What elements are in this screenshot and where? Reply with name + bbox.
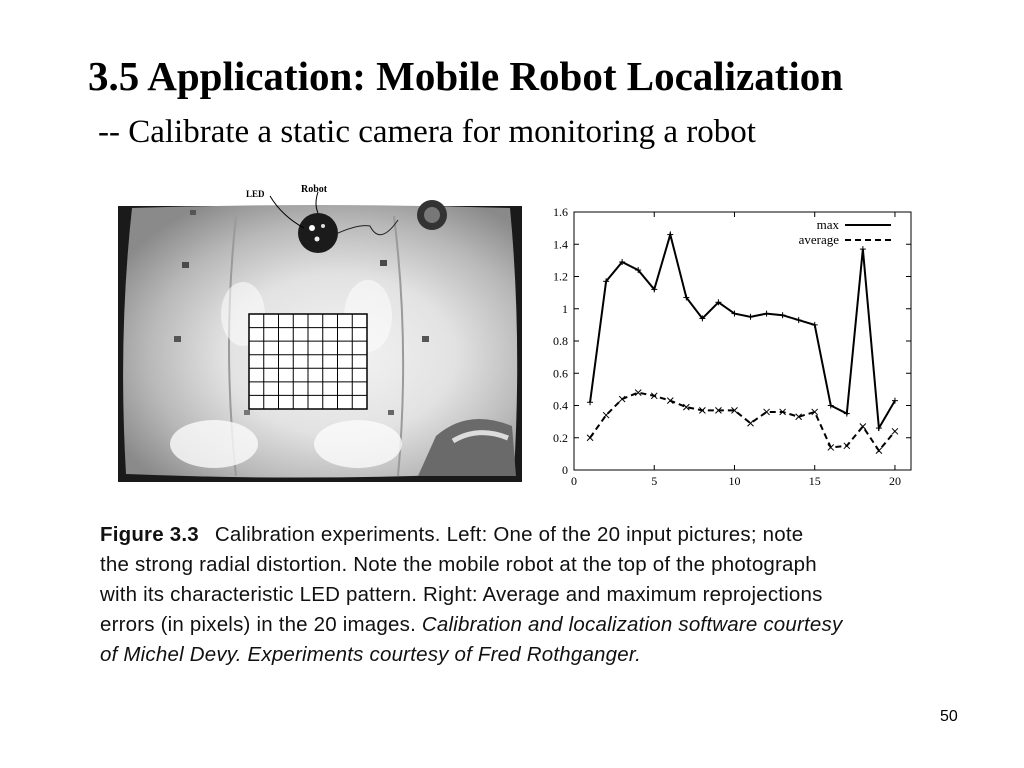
caption-line-2: the strong radial distortion. Note the mobile robot at the top of the photograph bbox=[100, 553, 817, 576]
figure-label: Figure 3.3 bbox=[100, 523, 199, 546]
data-point-average bbox=[748, 420, 754, 426]
data-point-average bbox=[844, 443, 850, 449]
data-point-average bbox=[860, 423, 866, 429]
y-tick-label: 0.6 bbox=[553, 366, 568, 381]
data-point-average bbox=[587, 435, 593, 441]
caption-line-1: Figure 3.3 Calibration experiments. Left: One of the 20 input pictures; note bbox=[100, 523, 804, 546]
calibration-checkerboard bbox=[249, 314, 367, 409]
y-tick-label: 0 bbox=[562, 463, 568, 477]
data-point-max bbox=[667, 232, 673, 238]
y-tick-label: 1.6 bbox=[553, 205, 568, 219]
data-point-average bbox=[603, 412, 609, 418]
slide-title: 3.5 Application: Mobile Robot Localization bbox=[88, 53, 844, 99]
x-tick-label: 20 bbox=[888, 474, 901, 488]
data-point-max bbox=[796, 317, 802, 323]
robot-label: Robot bbox=[301, 184, 328, 195]
slide-subtitle: -- Calibrate a static camera for monitoring a robot bbox=[98, 114, 756, 150]
y-tick-label: 1 bbox=[562, 301, 568, 316]
x-tick-label: 0 bbox=[571, 474, 577, 488]
data-point-average bbox=[892, 428, 898, 434]
x-tick-label: 10 bbox=[728, 474, 741, 488]
data-point-max bbox=[812, 322, 818, 328]
series-line-max bbox=[590, 235, 895, 429]
series-line-average bbox=[590, 393, 895, 451]
y-tick-label: 0.8 bbox=[553, 334, 568, 348]
legend-label-average: average bbox=[798, 232, 839, 247]
data-point-average bbox=[876, 448, 882, 454]
data-point-max bbox=[587, 399, 593, 405]
data-point-max bbox=[764, 311, 770, 317]
y-tick-label: 1.2 bbox=[553, 269, 568, 284]
data-point-max bbox=[860, 246, 866, 252]
legend-label-max: max bbox=[816, 217, 839, 232]
robot bbox=[298, 213, 338, 253]
figure-caption bbox=[100, 520, 940, 670]
data-point-average bbox=[764, 409, 770, 415]
data-point-max bbox=[780, 312, 786, 318]
data-point-max bbox=[748, 314, 754, 320]
plot-frame bbox=[574, 212, 911, 470]
caption-line-5: of Michel Devy. Experiments courtesy of Fred Rothganger. bbox=[100, 643, 642, 666]
led-label: LED bbox=[246, 189, 265, 199]
page-number: 50 bbox=[940, 708, 958, 725]
x-tick-label: 5 bbox=[651, 474, 658, 488]
x-tick-label: 15 bbox=[808, 474, 821, 488]
y-tick-label: 0.4 bbox=[553, 398, 568, 413]
caption-line-3: with its characteristic LED pattern. Right: Average and maximum reprojections bbox=[100, 583, 823, 606]
y-tick-label: 0.2 bbox=[553, 430, 568, 445]
caption-line-4: errors (in pixels) in the 20 images. Calibration and localization software courtesy bbox=[100, 613, 843, 636]
y-tick-label: 1.4 bbox=[553, 237, 568, 252]
calibration-photo bbox=[118, 176, 522, 482]
reprojection-error-chart bbox=[536, 200, 922, 490]
